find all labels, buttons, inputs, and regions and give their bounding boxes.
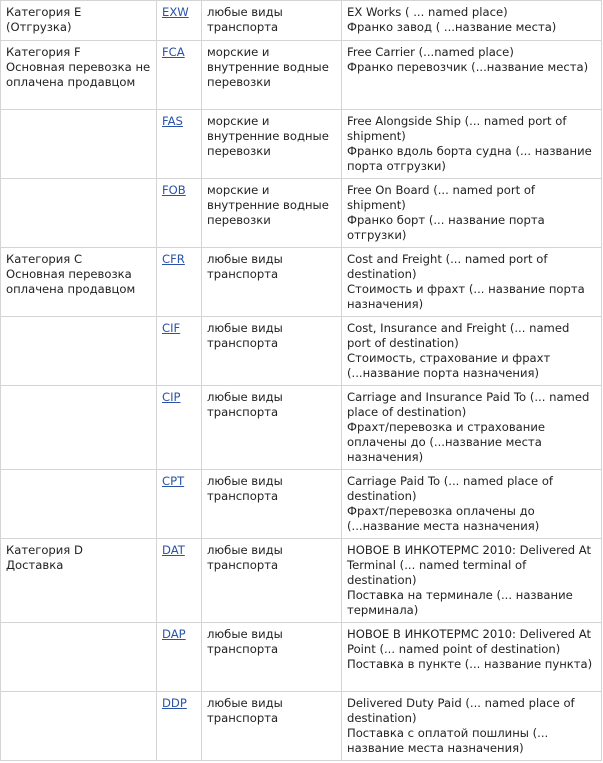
term-code-cell bbox=[157, 317, 202, 386]
term-code-cell bbox=[157, 386, 202, 470]
term-english: Cost, Insurance and Freight (... named port of destination) bbox=[347, 321, 570, 350]
transport-mode: любые виды транспорта bbox=[202, 317, 342, 386]
table-row bbox=[1, 470, 602, 539]
term-link-cpt[interactable]: CPT bbox=[162, 474, 185, 488]
transport-mode: любые виды транспорта bbox=[202, 692, 342, 761]
term-code-cell bbox=[157, 539, 202, 623]
category-subtitle: Основная перевозка не оплачена продавцом bbox=[6, 60, 151, 89]
term-english: Free On Board (... named port of shipment) bbox=[347, 183, 536, 212]
transport-mode: любые виды транспорта bbox=[202, 1, 342, 41]
category-cell bbox=[1, 692, 157, 761]
table-row bbox=[1, 179, 602, 248]
term-code-cell bbox=[157, 470, 202, 539]
term-russian: Фрахт/перевозка оплачены до (...название места назначения) bbox=[347, 504, 540, 533]
description-cell bbox=[342, 623, 602, 692]
term-code-cell bbox=[157, 692, 202, 761]
description-cell bbox=[342, 1, 602, 41]
term-english: НОВОЕ В ИНКОТЕРМС 2010: Delivered At Terminal (... named terminal of destination) bbox=[347, 543, 592, 587]
table-row bbox=[1, 41, 602, 110]
term-link-exw[interactable]: EXW bbox=[162, 5, 189, 19]
term-english: Carriage Paid To (... named place of destination) bbox=[347, 474, 554, 503]
category-cell bbox=[1, 317, 157, 386]
term-link-ddp[interactable]: DDP bbox=[162, 696, 187, 710]
term-link-fob[interactable]: FOB bbox=[162, 183, 186, 197]
term-english: Delivered Duty Paid (... named place of destination) bbox=[347, 696, 575, 725]
term-russian: Стоимость, страхование и фрахт (...название порта назначения) bbox=[347, 351, 551, 380]
term-english: Free Alongside Ship (... named port of shipment) bbox=[347, 114, 567, 143]
description-cell bbox=[342, 539, 602, 623]
term-russian: Фрахт/перевозка и страхование оплачены до (...название места назначения) bbox=[347, 420, 546, 464]
term-russian: Поставка с оплатой пошлины (... название места назначения) bbox=[347, 726, 549, 755]
description-cell bbox=[342, 386, 602, 470]
description-cell bbox=[342, 248, 602, 317]
transport-mode: любые виды транспорта bbox=[202, 539, 342, 623]
term-english: EX Works ( ... named place) bbox=[347, 5, 508, 19]
term-link-dap[interactable]: DAP bbox=[162, 627, 186, 641]
term-russian: Стоимость и фрахт (... название порта назначения) bbox=[347, 282, 585, 311]
term-russian: Поставка в пункте (... название пункта) bbox=[347, 657, 593, 671]
table-row bbox=[1, 386, 602, 470]
term-russian: Франко вдоль борта судна (... название порта отгрузки) bbox=[347, 144, 592, 173]
term-link-cip[interactable]: CIP bbox=[162, 390, 181, 404]
transport-mode: морские и внутренние водные перевозки bbox=[202, 110, 342, 179]
term-russian: Франко завод ( ...название места) bbox=[347, 20, 557, 34]
description-cell bbox=[342, 110, 602, 179]
table-row bbox=[1, 317, 602, 386]
term-link-fca[interactable]: FCA bbox=[162, 45, 185, 59]
term-russian: Франко перевозчик (...название места) bbox=[347, 60, 589, 74]
category-subtitle: Основная перевозка оплачена продавцом bbox=[6, 267, 136, 296]
category-title: Категория C bbox=[6, 252, 83, 266]
table-row bbox=[1, 1, 602, 41]
category-cell bbox=[1, 1, 157, 41]
term-code-cell bbox=[157, 623, 202, 692]
term-code-cell bbox=[157, 41, 202, 110]
transport-mode: любые виды транспорта bbox=[202, 470, 342, 539]
category-title: Категория F bbox=[6, 45, 81, 59]
term-english: НОВОЕ В ИНКОТЕРМС 2010: Delivered At Point (... named point of destination) bbox=[347, 627, 592, 656]
term-link-dat[interactable]: DAT bbox=[162, 543, 185, 557]
term-code-cell bbox=[157, 179, 202, 248]
term-code-cell bbox=[157, 110, 202, 179]
transport-mode: любые виды транспорта bbox=[202, 623, 342, 692]
category-cell bbox=[1, 248, 157, 317]
category-cell bbox=[1, 470, 157, 539]
term-english: Cost and Freight (... named port of destination) bbox=[347, 252, 548, 281]
transport-mode: морские и внутренние водные перевозки bbox=[202, 41, 342, 110]
term-russian: Поставка на терминале (... название терминала) bbox=[347, 588, 573, 617]
term-english: Free Carrier (...named place) bbox=[347, 45, 514, 59]
term-link-fas[interactable]: FAS bbox=[162, 114, 183, 128]
category-cell bbox=[1, 179, 157, 248]
description-cell bbox=[342, 41, 602, 110]
category-cell bbox=[1, 110, 157, 179]
category-subtitle: Доставка bbox=[6, 558, 64, 572]
transport-mode: морские и внутренние водные перевозки bbox=[202, 179, 342, 248]
category-title: Категория D bbox=[6, 543, 83, 557]
table-row bbox=[1, 248, 602, 317]
transport-mode: любые виды транспорта bbox=[202, 386, 342, 470]
category-cell bbox=[1, 386, 157, 470]
description-cell bbox=[342, 179, 602, 248]
category-cell bbox=[1, 539, 157, 623]
table-row bbox=[1, 539, 602, 623]
category-cell bbox=[1, 623, 157, 692]
term-link-cfr[interactable]: CFR bbox=[162, 252, 185, 266]
description-cell bbox=[342, 317, 602, 386]
description-cell bbox=[342, 470, 602, 539]
table-row bbox=[1, 110, 602, 179]
term-russian: Франко борт (... название порта отгрузки) bbox=[347, 213, 545, 242]
category-cell bbox=[1, 41, 157, 110]
term-link-cif[interactable]: CIF bbox=[162, 321, 181, 335]
table-row bbox=[1, 623, 602, 692]
category-subtitle: (Отгрузка) bbox=[6, 20, 72, 34]
transport-mode: любые виды транспорта bbox=[202, 248, 342, 317]
category-title: Категория E bbox=[6, 5, 82, 19]
term-code-cell bbox=[157, 1, 202, 41]
term-code-cell bbox=[157, 248, 202, 317]
description-cell bbox=[342, 692, 602, 761]
table-row bbox=[1, 692, 602, 761]
term-english: Carriage and Insurance Paid To (... named place of destination) bbox=[347, 390, 590, 419]
